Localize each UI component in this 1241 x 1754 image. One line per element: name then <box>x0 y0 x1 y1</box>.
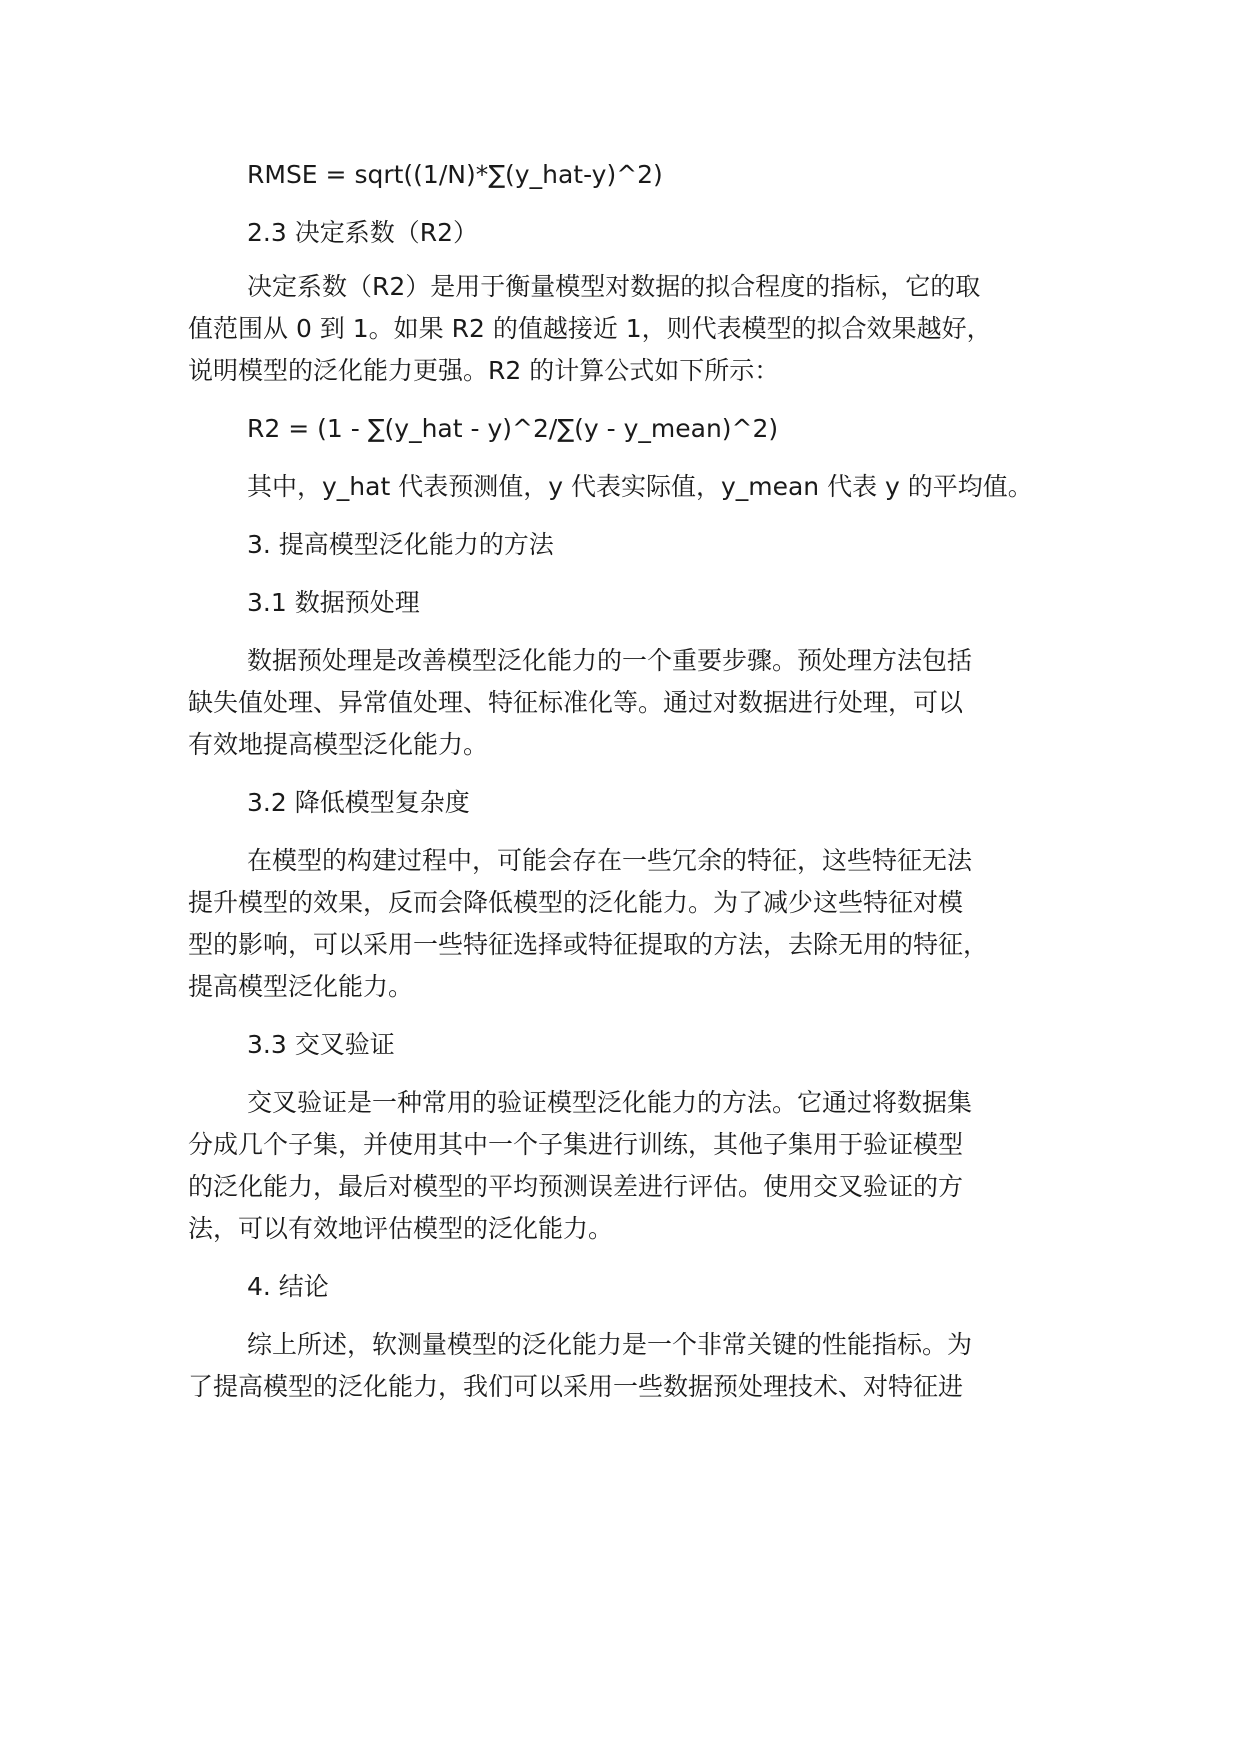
paragraph-line: 数据预处理是改善模型泛化能力的一个重要步骤。预处理方法包括 <box>247 646 973 675</box>
paragraph-r2-definition <box>188 272 1088 386</box>
paragraph-line: 提高模型泛化能力。 <box>188 972 414 1001</box>
paragraph-cross-validation <box>188 1088 1088 1244</box>
paragraph-conclusion <box>188 1330 1088 1402</box>
paragraph-line: 型的影响，可以采用一些特征选择或特征提取的方法，去除无用的特征， <box>188 930 989 959</box>
paragraph-preprocessing <box>188 646 1088 760</box>
section-heading-3-1: 3.1 数据预处理 <box>247 588 420 617</box>
paragraph-line: 分成几个子集，并使用其中一个子集进行训练，其他子集用于验证模型 <box>188 1130 964 1159</box>
section-heading-3: 3. 提高模型泛化能力的方法 <box>247 530 554 559</box>
paragraph-line: 决定系数（R2）是用于衡量模型对数据的拟合程度的指标，它的取 <box>247 272 981 301</box>
paragraph-line: 有效地提高模型泛化能力。 <box>188 730 489 759</box>
paragraph-line: 提升模型的效果，反而会降低模型的泛化能力。为了减少这些特征对模 <box>188 888 964 917</box>
section-heading-2-3: 2.3 决定系数（R2） <box>247 218 478 247</box>
paragraph-line: 了提高模型的泛化能力，我们可以采用一些数据预处理技术、对特征进 <box>188 1372 964 1401</box>
paragraph-line: 缺失值处理、异常值处理、特征标准化等。通过对数据进行处理，可以 <box>188 688 964 717</box>
paragraph-line: 说明模型的泛化能力更强。R2 的计算公式如下所示： <box>188 356 780 385</box>
section-heading-3-2: 3.2 降低模型复杂度 <box>247 788 470 817</box>
formula-explanation: 其中，y_hat 代表预测值，y 代表实际值，y_mean 代表 y 的平均值。 <box>247 472 1033 501</box>
paragraph-line: 的泛化能力，最后对模型的平均预测误差进行评估。使用交叉验证的方 <box>188 1172 964 1201</box>
paragraph-line: 交叉验证是一种常用的验证模型泛化能力的方法。它通过将数据集 <box>247 1088 973 1117</box>
section-heading-3-3: 3.3 交叉验证 <box>247 1030 395 1059</box>
paragraph-line: 在模型的构建过程中，可能会存在一些冗余的特征，这些特征无法 <box>247 846 973 875</box>
paragraph-line: 法，可以有效地评估模型的泛化能力。 <box>188 1214 614 1243</box>
paragraph-line: 综上所述，软测量模型的泛化能力是一个非常关键的性能指标。为 <box>247 1330 973 1359</box>
paragraph-line: 值范围从 0 到 1。如果 R2 的值越接近 1，则代表模型的拟合效果越好， <box>188 314 992 343</box>
r2-formula: R2 = (1 - ∑(y_hat - y)^2/∑(y - y_mean)^2) <box>247 414 779 443</box>
paragraph-complexity <box>188 846 1088 1002</box>
rmse-formula: RMSE = sqrt((1/N)*∑(y_hat-y)^2) <box>247 160 663 189</box>
section-heading-4: 4. 结论 <box>247 1272 329 1301</box>
document-body <box>188 160 1088 1402</box>
